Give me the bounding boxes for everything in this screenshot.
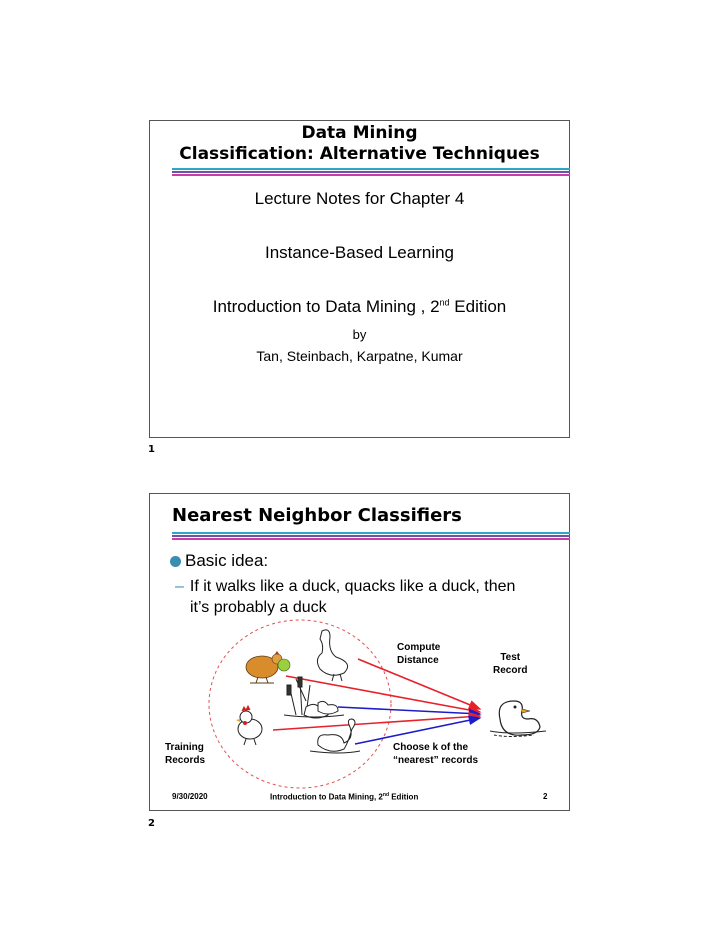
title-underline-purple bbox=[172, 171, 570, 173]
chicken-icon bbox=[236, 706, 262, 745]
by-line: by bbox=[352, 327, 367, 342]
title-underline-magenta bbox=[172, 538, 570, 540]
footer-page: 2 bbox=[543, 792, 548, 801]
label-compute-distance: Compute Distance bbox=[397, 642, 441, 666]
bullet-dot-icon bbox=[170, 556, 181, 567]
page-number-1: 1 bbox=[148, 444, 155, 455]
cattail-ducks-icon bbox=[284, 677, 344, 718]
label-test-record: Test Record bbox=[493, 652, 528, 676]
sub-bullet-duck: – If it walks like a duck, quacks like a duck, then it’s probably a duck bbox=[175, 578, 516, 616]
training-set-circle bbox=[209, 620, 391, 788]
bullet-basic-idea: Basic idea: bbox=[170, 551, 268, 571]
book-line: Introduction to Data Mining , 2nd Edition bbox=[212, 297, 507, 316]
title-underline-purple bbox=[172, 535, 570, 537]
hen-icon bbox=[246, 651, 290, 683]
title-underline-cyan bbox=[172, 168, 570, 170]
slide-1 bbox=[149, 120, 570, 438]
duck-test-icon bbox=[490, 701, 546, 737]
title-underline-cyan bbox=[172, 532, 570, 534]
footer-date: 9/30/2020 bbox=[172, 792, 208, 801]
slide-1-title: Data Mining Classification: Alternative Techniques bbox=[179, 123, 540, 164]
page-number-2: 2 bbox=[148, 818, 155, 829]
label-choose-k: Choose k of the “nearest” records bbox=[393, 742, 479, 766]
slide-2-title: Nearest Neighbor Classifiers bbox=[172, 505, 462, 526]
title-underline-magenta bbox=[172, 174, 570, 176]
lecture-notes-line: Lecture Notes for Chapter 4 bbox=[254, 189, 465, 208]
authors-line: Tan, Steinbach, Karpatne, Kumar bbox=[256, 348, 463, 364]
topic-line: Instance-Based Learning bbox=[264, 243, 455, 262]
goose-icon bbox=[317, 630, 347, 681]
nearest-neighbor-diagram bbox=[150, 619, 571, 809]
slide-2 bbox=[149, 493, 570, 811]
footer-title: Introduction to Data Mining, 2nd Edition bbox=[270, 792, 419, 802]
label-training-records: Training Records bbox=[165, 742, 206, 766]
swan-icon bbox=[310, 719, 360, 753]
arrow-chicken bbox=[273, 716, 480, 730]
